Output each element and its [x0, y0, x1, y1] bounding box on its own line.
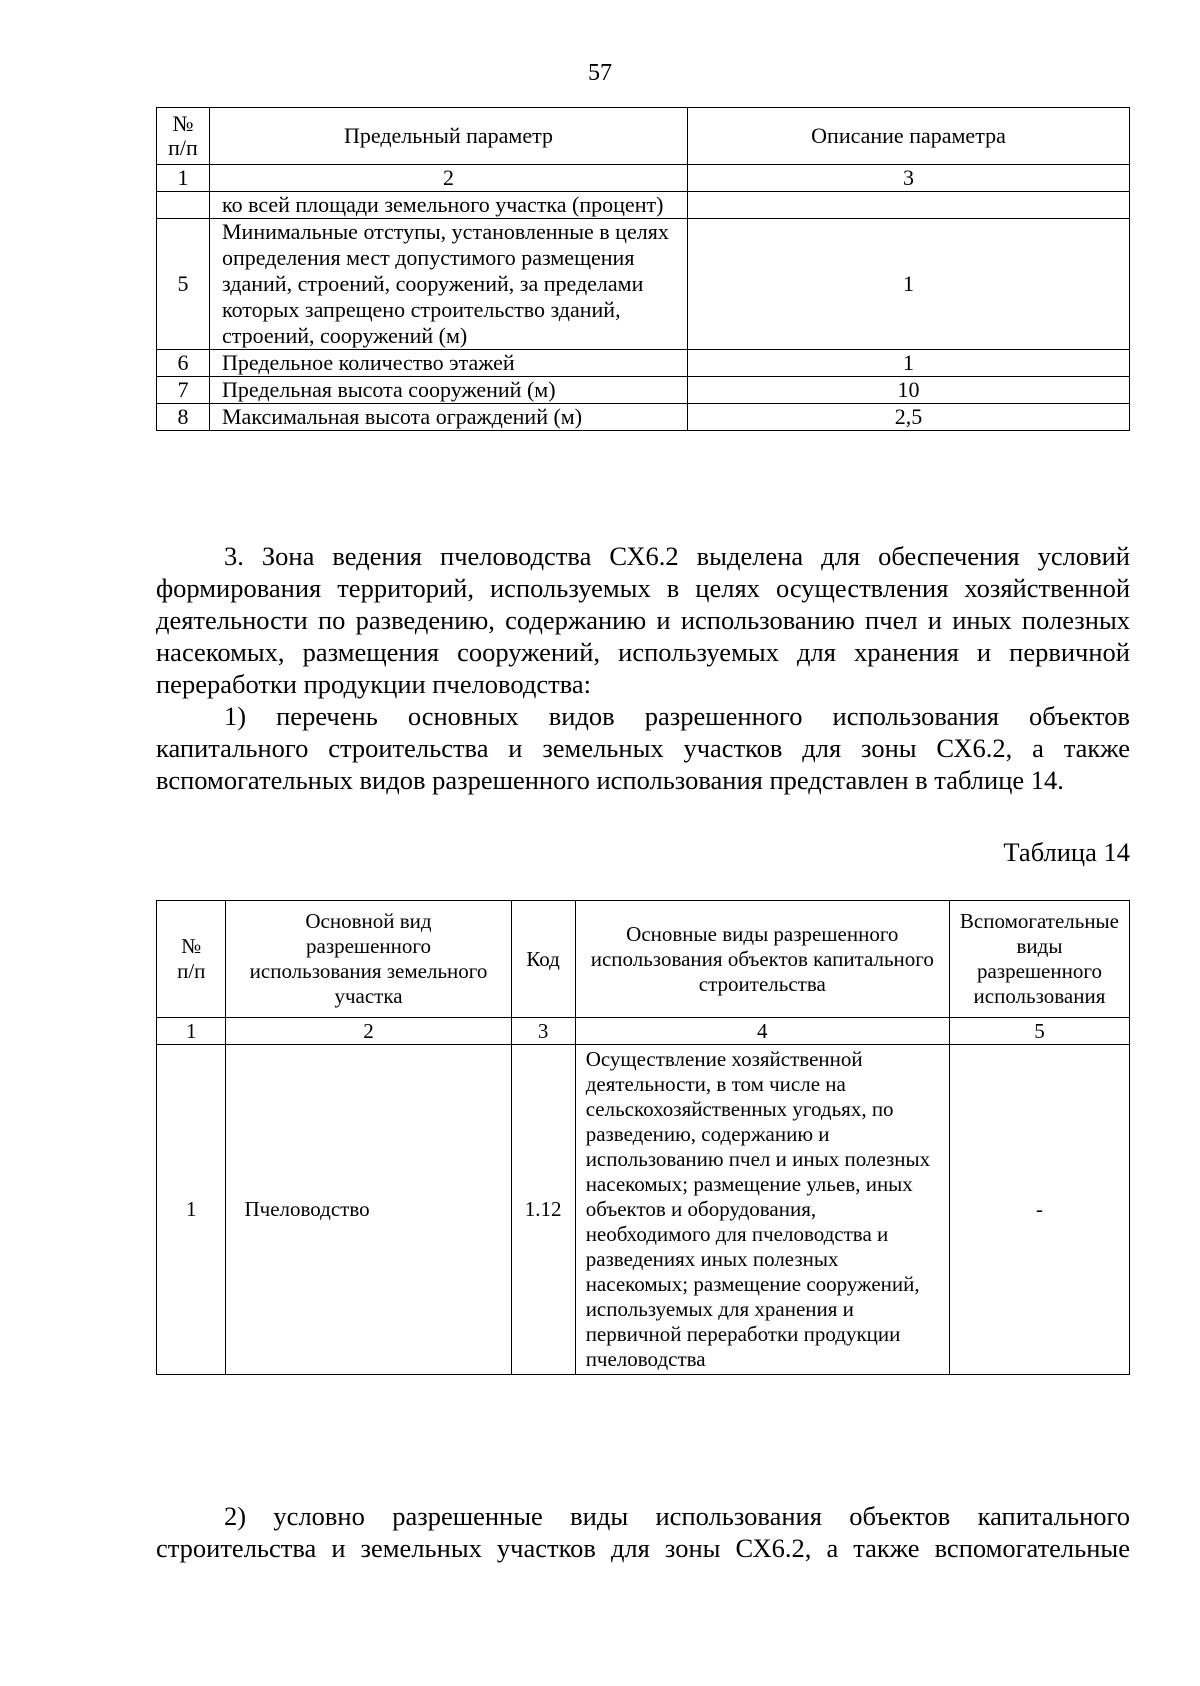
row-number: 5 [157, 219, 210, 350]
header-cell-number: № п/п [157, 108, 210, 165]
row-number: 6 [157, 350, 210, 377]
row-parameter: Минимальные отступы, установленные в целях определения мест допустимого размещения зданий, строений, сооружений, за пределами которых запрещено строительство зданий, строений, сооружений (м) [210, 219, 688, 350]
table-row [157, 404, 1130, 431]
row-parameter: ко всей площади земельного участка (процент) [210, 192, 688, 219]
paragraph-list-conditional-text: 2) условно разрешенные виды использования объектов капитального строительства и земельных участков для зоны СХ6.2, а также вспомогательные [156, 1501, 1130, 1563]
row-number [157, 192, 210, 219]
numbering-cell: 1 [157, 165, 210, 192]
row-parameter: Предельное количество этажей [210, 350, 688, 377]
table-numbering-row [157, 1018, 1130, 1045]
row-auxiliary: - [949, 1045, 1129, 1375]
header-cell-auxiliary: Вспомогательные виды разрешенного использования [949, 901, 1129, 1018]
row-parameter: Предельная высота сооружений (м) [210, 377, 688, 404]
paragraph-list-main [156, 700, 1130, 796]
table-numbering-row [157, 165, 1130, 192]
page-number: 57 [588, 60, 612, 86]
numbering-cell: 1 [157, 1018, 226, 1045]
paragraph-zone-text: 3. Зона ведения пчеловодства СХ6.2 выделена для обеспечения условий формирования территорий, используемых в целях осуществления хозяйственной деятельности по разведению, содержанию и использованию пчел и иных полезных насекомых, размещения сооружений, используемых для хранения и первичной переработки продукции пчеловодства: [156, 541, 1130, 699]
paragraph-list-main-text: 1) перечень основных видов разрешенного использования объектов капитального строительства и земельных участков для зоны СХ6.2, а также вспомогательных видов разрешенного использования представлен в таблице 14. [156, 701, 1130, 795]
numbering-cell: 5 [949, 1018, 1129, 1045]
row-value: 10 [688, 377, 1130, 404]
numbering-cell: 3 [511, 1018, 575, 1045]
paragraph-list-conditional [156, 1500, 1130, 1564]
numbering-cell: 4 [575, 1018, 949, 1045]
table-header-row [157, 901, 1130, 1018]
header-cell-main-use: Основной вид разрешенного использования земельного участка [226, 901, 511, 1018]
row-number: 1 [157, 1045, 226, 1375]
header-cell-code: Код [511, 901, 575, 1018]
header-cell-description: Описание параметра [688, 108, 1130, 165]
table-header-row [157, 108, 1130, 165]
table-caption: Таблица 14 [1003, 837, 1130, 867]
row-number: 8 [157, 404, 210, 431]
row-value: 1 [688, 350, 1130, 377]
row-number: 7 [157, 377, 210, 404]
paragraph-zone-description [156, 540, 1130, 700]
header-cell-capital-uses: Основные виды разрешенного использования объектов капитального строительства [575, 901, 949, 1018]
row-use-name: Пчеловодство [226, 1045, 511, 1375]
row-value: 2,5 [688, 404, 1130, 431]
table-row [157, 350, 1130, 377]
row-parameter: Максимальная высота ограждений (м) [210, 404, 688, 431]
numbering-cell: 2 [210, 165, 688, 192]
table-row [157, 377, 1130, 404]
limits-table [156, 107, 1130, 431]
row-value [688, 192, 1130, 219]
row-description: Осуществление хозяйственной деятельности, в том числе на сельскохозяйственных угодьях, по разведению, содержанию и использованию пчел и иных полезных насекомых; размещение ульев, иных объектов и оборудования, необходимого для пчеловодства и разведениях иных полезных насекомых; размещение сооружений, используемых для хранения и первичной переработки продукции пчеловодства [575, 1045, 949, 1375]
permitted-uses-table [156, 900, 1130, 1375]
numbering-cell: 2 [226, 1018, 511, 1045]
table-row [157, 1045, 1130, 1375]
table-row [157, 219, 1130, 350]
numbering-cell: 3 [688, 165, 1130, 192]
header-cell-parameter: Предельный параметр [210, 108, 688, 165]
table-row [157, 192, 1130, 219]
header-cell-number: № п/п [157, 901, 226, 1018]
row-value: 1 [688, 219, 1130, 350]
row-code: 1.12 [511, 1045, 575, 1375]
